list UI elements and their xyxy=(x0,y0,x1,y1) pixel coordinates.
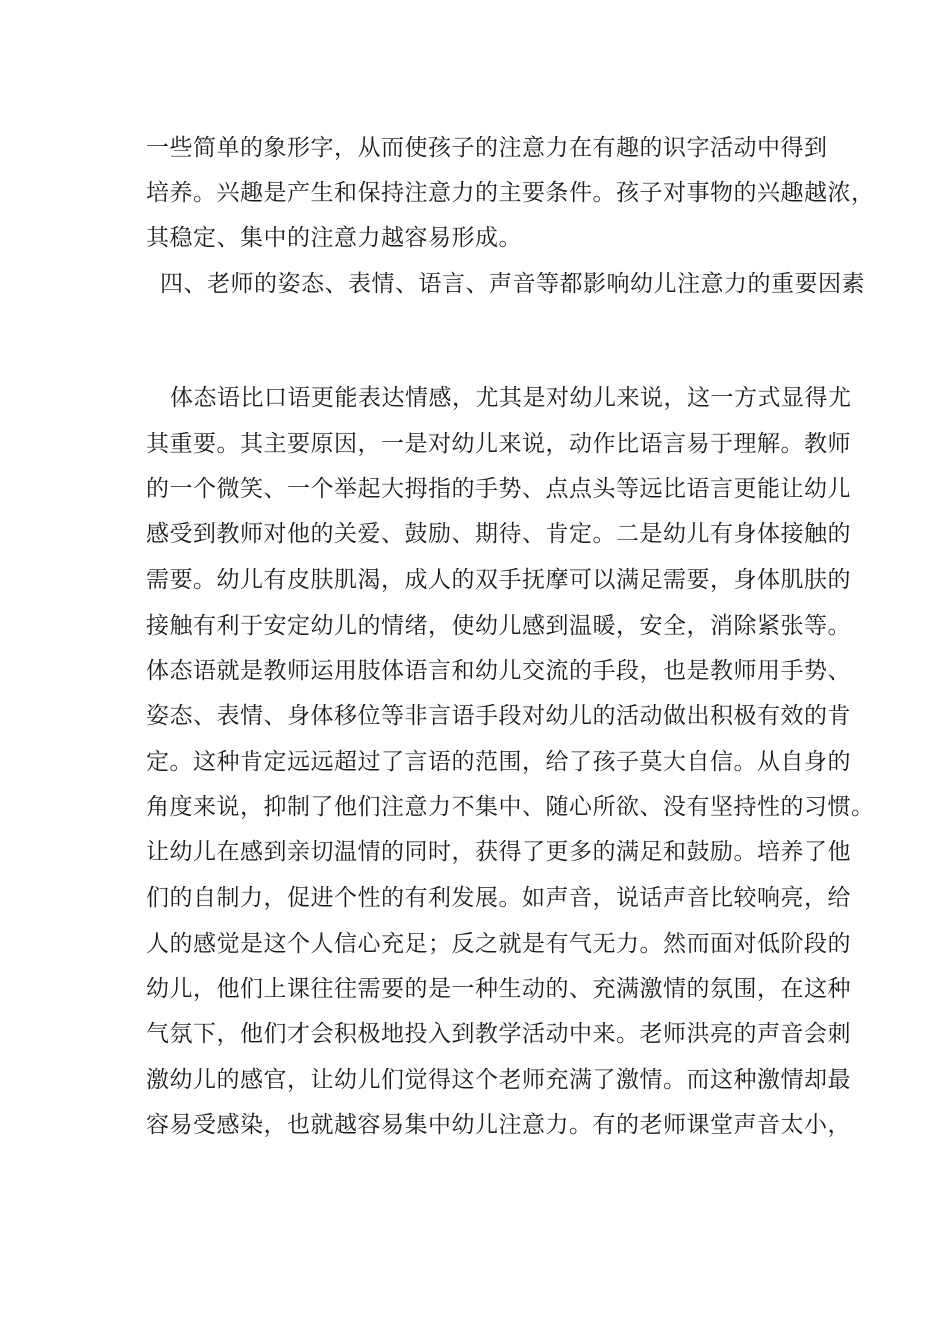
section-heading: 四、老师的姿态、表情、语言、声音等都影响幼儿注意力的重要因素 xyxy=(160,271,865,297)
paragraph-2-line-6: 接触有利于安定幼儿的情绪，使幼儿感到温暖，安全，消除紧张等。 xyxy=(146,613,851,639)
paragraph-2-line-5: 需要。幼儿有皮肤肌渴，成人的双手抚摩可以满足需要，身体肌肤的 xyxy=(146,567,851,593)
paragraph-2-line-15: 气氛下，他们才会积极地投入到教学活动中来。老师洪亮的声音会刺 xyxy=(146,1021,851,1047)
paragraph-2-line-11: 让幼儿在感到亲切温情的同时，获得了更多的满足和鼓励。培养了他 xyxy=(146,839,851,865)
paragraph-2-line-9: 定。这种肯定远远超过了言语的范围，给了孩子莫大自信。从自身的 xyxy=(146,749,851,775)
paragraph-2-line-13: 人的感觉是这个人信心充足；反之就是有气无力。然而面对低阶段的 xyxy=(146,931,851,957)
paragraph-1-line-1: 一些简单的象形字，从而使孩子的注意力在有趣的识字活动中得到 xyxy=(146,135,828,161)
paragraph-2-line-7: 体态语就是教师运用肢体语言和幼儿交流的手段，也是教师用手势、 xyxy=(146,658,851,684)
paragraph-2-line-1: 体态语比口语更能表达情感，尤其是对幼儿来说，这一方式显得尤 xyxy=(170,385,852,411)
paragraph-2-line-16: 激幼儿的感官，让幼儿们觉得这个老师充满了激情。而这种激情却最 xyxy=(146,1067,851,1093)
paragraph-1-line-3: 其稳定、集中的注意力越容易形成。 xyxy=(146,225,522,251)
paragraph-1-line-2: 培养。兴趣是产生和保持注意力的主要条件。孩子对事物的兴趣越浓， xyxy=(146,180,875,206)
paragraph-2-line-2: 其重要。其主要原因，一是对幼儿来说，动作比语言易于理解。教师 xyxy=(146,431,851,457)
paragraph-2-line-12: 们的自制力，促进个性的有利发展。如声音，说话声音比较响亮，给 xyxy=(146,885,851,911)
paragraph-2-line-8: 姿态、表情、身体移位等非言语手段对幼儿的活动做出积极有效的肯 xyxy=(146,703,851,729)
paragraph-2-line-3: 的一个微笑、一个举起大拇指的手势、点点头等远比语言更能让幼儿 xyxy=(146,476,851,502)
paragraph-2-line-10: 角度来说，抑制了他们注意力不集中、随心所欲、没有坚持性的习惯。 xyxy=(146,794,875,820)
paragraph-2-line-4: 感受到教师对他的关爱、鼓励、期待、肯定。二是幼儿有身体接触的 xyxy=(146,521,851,547)
paragraph-2-line-17: 容易受感染，也就越容易集中幼儿注意力。有的老师课堂声音太小， xyxy=(146,1112,851,1138)
paragraph-2-line-14: 幼儿，他们上课往往需要的是一种生动的、充满激情的氛围，在这种 xyxy=(146,976,851,1002)
